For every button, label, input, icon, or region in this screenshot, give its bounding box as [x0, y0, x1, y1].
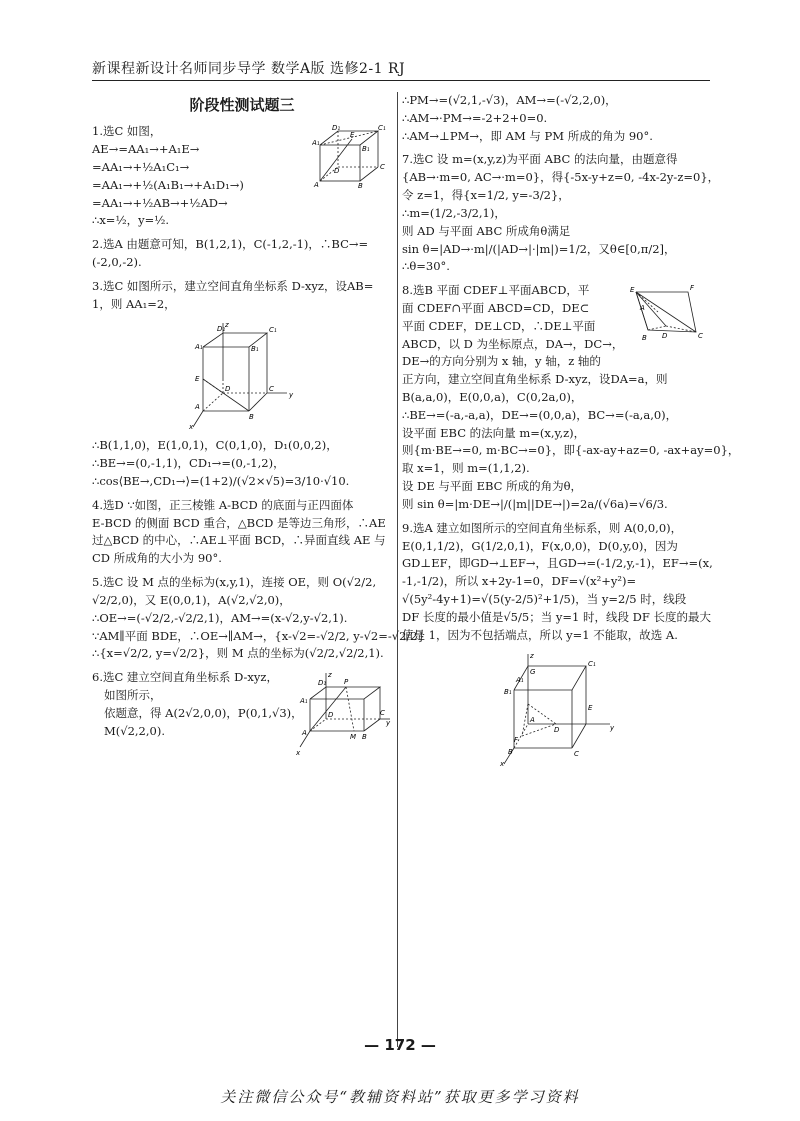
answer-q5 — [92, 574, 425, 663]
answer-q9 — [402, 520, 714, 769]
text-line: √2/2,0)，又 E(0,0,1)，A(√2,√2,0)， — [92, 592, 291, 607]
text-line: 则 AD 与平面 ABC 所成角θ满足 — [402, 223, 571, 238]
fig-label: A — [314, 181, 319, 190]
fig-label: A₁ — [195, 343, 203, 352]
text-line: 依题意，得 A(2√2,0,0)，P(0,1,√3)， — [104, 705, 303, 720]
fig-label: D₁ — [318, 679, 327, 688]
answer-q6-cont — [402, 92, 714, 145]
fig-label: x — [189, 423, 194, 432]
text-line: ∵AM∥平面 BDE，∴OE→∥AM→，{x-√2=-√2/2, y-√2=-√2/2} — [92, 628, 425, 643]
text-line: E-BCD 的侧面 BCD 重合，△BCD 是等边三角形，∴AE — [92, 515, 386, 530]
text-line: 2.选A 由题意可知，B(1,2,1)，C(-1,2,-1)，∴BC→= — [92, 237, 369, 252]
fig-label: D₁ — [332, 124, 341, 133]
fig-label: F — [514, 736, 519, 745]
fig-label: C₁ — [378, 124, 386, 133]
text-line: 1，则 AA₁=2， — [92, 296, 176, 311]
fig-label: D — [662, 332, 668, 341]
text-line: ∴x=½，y=½. — [92, 213, 170, 228]
text-line: 4.选D ∵如图，正三棱锥 A-BCD 的底面与正四面体 — [92, 497, 354, 512]
fig-label: A — [640, 304, 645, 313]
fig-label: y — [386, 719, 391, 728]
text-line: ∴cos⟨BE→,CD₁→⟩=(1+2)/(√2×√5)=3/10·√10. — [92, 474, 350, 488]
fig-label: z — [225, 321, 229, 330]
fig-label: C — [380, 163, 385, 172]
text-line: ∴AM→⊥PM→，即 AM 与 PM 所成的角为 90°. — [402, 128, 653, 143]
fig-label: D — [328, 711, 334, 720]
text-line: DF 长度的最小值是√5/5；当 y=1 时，线段 DF 长度的最大 — [402, 609, 711, 624]
text-line: (-2,0,-2). — [92, 254, 142, 269]
fig-label: A₁ — [516, 676, 524, 685]
fig-label: E — [195, 375, 200, 384]
answer-q8 — [402, 282, 740, 514]
fig-label: E — [588, 704, 593, 713]
text-line: ∴θ=30°. — [402, 259, 450, 274]
page-number: — 172 — — [364, 1036, 436, 1054]
fig-label: C — [380, 709, 385, 718]
fig-label: y — [289, 391, 294, 400]
q9-prism-figure — [498, 650, 618, 768]
fig-label: C — [269, 385, 274, 394]
answer-q6 — [92, 669, 392, 758]
page-header: 新课程新设计名师同步导学 数学A版 选修2-1 RJ — [92, 61, 406, 77]
text-line: 8.选B 平面 CDEF⊥平面ABCD，平 — [402, 283, 590, 298]
fig-label: G — [530, 668, 536, 677]
fig-label: B₁ — [362, 145, 370, 154]
text-line: 7.选C 设 m=(x,y,z)为平面 ABC 的法向量，由题意得 — [402, 152, 678, 167]
text-line: 6.选C 建立空间直角坐标系 D-xyz， — [92, 670, 278, 685]
fig-label: B — [358, 182, 363, 190]
text-line: 则{m·BE→=0, m·BC→=0}，即{-ax-ay+az=0, -ax+ay=0}， — [402, 443, 740, 458]
text-line: =AA₁→+½A₁C₁→ — [92, 159, 190, 174]
text-line: 面 CDEF∩平面 ABCD=CD，DE⊂ — [402, 300, 590, 315]
text-line: ∴PM→=(√2,1,-√3)，AM→=(-√2,2,0)， — [402, 93, 617, 107]
fig-label: D — [334, 167, 340, 176]
fig-label: A — [530, 716, 535, 725]
text-line: 令 z=1，得{x=1/2, y=-3/2}， — [402, 188, 570, 203]
text-line: 设 DE 与平面 EBC 所成的角为θ， — [402, 479, 583, 494]
fig-label: B₁ — [504, 688, 512, 697]
q3-prism-figure — [187, 319, 297, 431]
fig-label: A₁ — [300, 697, 308, 706]
text-line: GD⊥EF，即GD→⊥EF→，且GD→=(-1/2,y,-1)，EF→=(x, — [402, 556, 713, 571]
text-line: 过△BCD 的中心，∴AE⊥平面 BCD，∴异面直线 AE 与 — [92, 533, 386, 548]
text-line: 平面 CDEF，DE⊥CD，∴DE⊥平面 — [402, 318, 596, 333]
header-rule — [92, 80, 710, 81]
fig-label: D — [225, 385, 231, 394]
text-line: M(√2,2,0). — [104, 723, 165, 738]
fig-label: D — [554, 726, 560, 735]
text-line: 1.选C 如图， — [92, 124, 162, 139]
text-line: B(a,a,0)，E(0,0,a)，C(0,2a,0)， — [402, 390, 583, 404]
text-line: -1,-1/2)，所以 x+2y-1=0，DF=√(x²+y²)= — [402, 574, 637, 589]
left-column — [92, 92, 425, 763]
text-line: CD 所成角的大小为 90°. — [92, 551, 222, 566]
text-line: 值是 1，因为不包括端点，所以 y=1 不能取，故选 A. — [402, 627, 678, 642]
fig-label: C — [574, 750, 579, 759]
fig-label: M — [350, 733, 357, 742]
text-line: {AB→·m=0, AC→·m=0}，得{-5x-y+z=0, -4x-2y-z=0}， — [402, 170, 720, 185]
text-line: =AA₁→+½AB→+½AD→ — [92, 195, 228, 210]
text-line: =AA₁→+½(A₁B₁→+A₁D₁→) — [92, 177, 244, 192]
fig-label: A₁ — [312, 139, 320, 148]
text-line: 3.选C 如图所示，建立空间直角坐标系 D-xyz，设AB= — [92, 278, 374, 293]
answer-q7 — [402, 151, 720, 276]
fig-label: B₁ — [251, 345, 259, 354]
fig-label: z — [530, 652, 534, 661]
answer-q2 — [92, 236, 392, 272]
text-line: ∴{x=√2/2, y=√2/2}，则 M 点的坐标为(√2/2,√2/2,1). — [92, 646, 384, 661]
section-title: 阶段性测试题三 — [189, 96, 295, 114]
column-divider — [397, 92, 398, 1047]
text-line: DE→的方向分别为 x 轴，y 轴，z 轴的 — [402, 354, 601, 369]
text-line: 取 x=1，则 m=(1,1,2). — [402, 461, 530, 476]
fig-label: C₁ — [269, 326, 277, 335]
fig-label: P — [344, 678, 349, 687]
fig-label: B — [362, 733, 367, 742]
fig-label: C — [698, 332, 703, 341]
text-line: ABCD，以 D 为坐标原点，DA→，DC→， — [402, 336, 624, 351]
fig-label: z — [328, 671, 332, 680]
fig-label: E — [350, 131, 355, 140]
footer-note: 关注微信公众号“教辅资料站”获取更多学习资料 — [220, 1088, 580, 1106]
text-line: ∴B(1,1,0)，E(1,0,1)，C(0,1,0)，D₁(0,0,2)， — [92, 438, 338, 453]
text-line: 则 sin θ=|m·DE→|/(|m||DE→|)=2a/(√6a)=√6/3. — [402, 496, 668, 511]
fig-label: D₁ — [217, 325, 226, 334]
text-line: AE→=AA₁→+A₁E→ — [92, 142, 200, 157]
text-line: sin θ=|AD→·m|/(|AD→|·|m|)=1/2，又θ∈[0,π/2]， — [402, 241, 676, 256]
text-line: ∴OE→=(-√2/2,-√2/2,1)，AM→=(x-√2,y-√2,1). — [92, 610, 348, 625]
text-line: 9.选A 建立如图所示的空间直角坐标系，则 A(0,0,0)， — [402, 520, 683, 535]
fig-label: y — [610, 724, 615, 733]
text-line: ∴AM→·PM→=-2+2+0=0. — [402, 110, 548, 125]
text-line: ∴BE→=(-a,-a,a)，DE→=(0,0,a)，BC→=(-a,a,0)， — [402, 407, 678, 422]
fig-label: A — [302, 729, 307, 738]
answer-q1 — [92, 123, 392, 230]
fig-label: F — [690, 284, 695, 293]
text-line: √(5y²-4y+1)=√(5(y-2/5)²+1/5)，当 y=2/5 时，线段 — [402, 591, 687, 606]
fig-label: E — [630, 286, 635, 295]
fig-label: B — [508, 748, 513, 757]
answer-q4 — [92, 497, 392, 568]
answer-q3 — [92, 278, 392, 491]
fig-label: x — [500, 760, 505, 769]
text-line: E(0,1,1/2)，G(1/2,0,1)，F(x,0,0)，D(0,y,0)，因为 — [402, 538, 678, 553]
text-line: 设平面 EBC 的法向量 m=(x,y,z)， — [402, 425, 586, 440]
text-line: ∴m=(1/2,-3/2,1)， — [402, 205, 506, 220]
fig-label: x — [296, 749, 301, 758]
fig-label: C₁ — [588, 660, 596, 669]
text-line: 5.选C 设 M 点的坐标为(x,y,1)，连接 OE，则 O(√2/2, — [92, 575, 377, 590]
text-line: 如图所示， — [104, 687, 162, 702]
text-line: 正方向，建立空间直角坐标系 D-xyz，设DA=a，则 — [402, 372, 668, 387]
q1-cube-figure — [312, 123, 392, 189]
right-column — [402, 92, 740, 774]
text-line: ∴BE→=(0,-1,1)，CD₁→=(0,-1,2)， — [92, 456, 285, 471]
q6-prism-figure — [296, 669, 392, 759]
fig-label: A — [195, 403, 200, 412]
fig-label: B — [642, 334, 647, 343]
fig-label: B — [249, 413, 254, 422]
q8-solid-figure — [628, 282, 714, 352]
